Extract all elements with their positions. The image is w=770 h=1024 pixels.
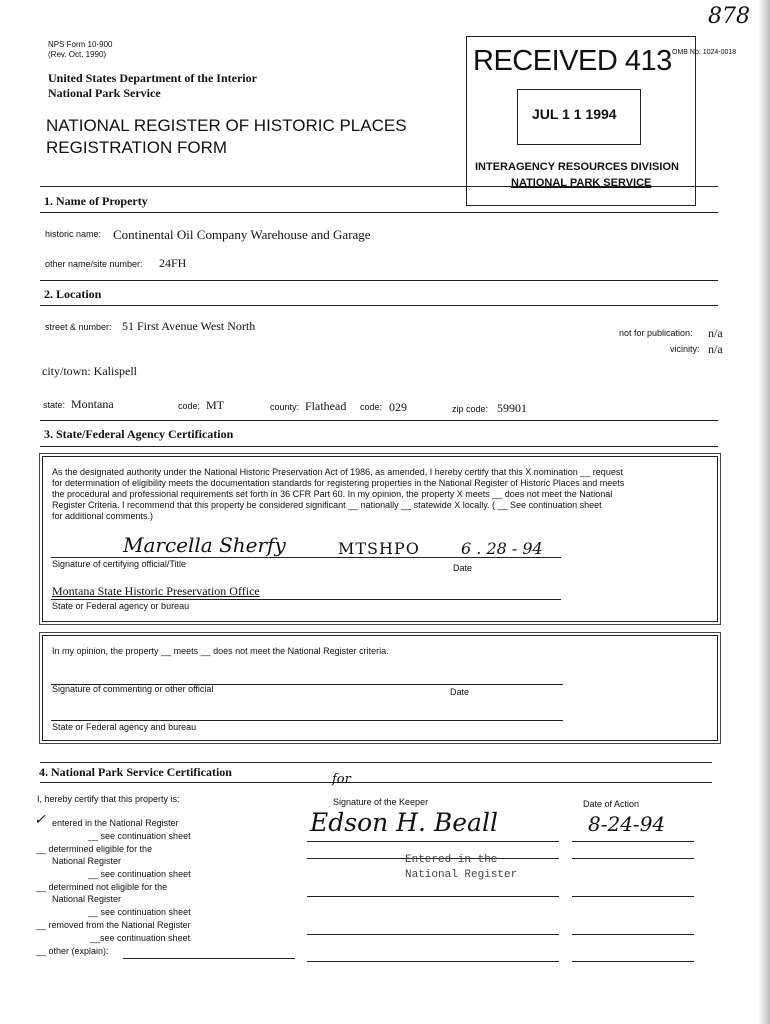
form-title-line2: REGISTRATION FORM: [46, 138, 228, 157]
city-town: city/town: Kalispell: [42, 364, 137, 378]
section1-heading: 1. Name of Property: [44, 194, 148, 208]
county-code-value: 029: [389, 400, 407, 414]
agency-line: [51, 720, 563, 721]
zip-label: zip code:: [452, 404, 489, 414]
keeper-signature: Edson H. Beall: [310, 808, 498, 837]
county-code-label: code:: [360, 402, 383, 412]
stamp-date-box: [517, 89, 641, 145]
signature-line: [51, 557, 561, 558]
check-mark-icon: ✓: [34, 812, 46, 828]
stamp-service: NATIONAL PARK SERVICE: [511, 177, 652, 189]
department: United States Department of the Interior: [48, 71, 257, 85]
other-name-value: 24FH: [159, 256, 187, 270]
keeper-signature-label: Signature of the Keeper: [333, 797, 429, 807]
omb-number: OMB No. 1024-0018: [672, 49, 737, 56]
keeper-signature-line: [307, 841, 559, 842]
opinion-text: In my opinion, the property __ meets __ does not meet the National Register criteria.: [52, 646, 389, 656]
certifying-date-handwritten: 6 . 28 - 94: [461, 539, 543, 558]
certifying-signature: Marcella Sherfy: [123, 533, 286, 557]
zip-value: 59901: [497, 401, 527, 415]
option-eligible-continuation: __ see continuation sheet: [88, 869, 191, 879]
entered-stamp-line1: Entered in the: [405, 854, 498, 866]
county-value: Flathead: [305, 399, 347, 413]
option-removed-continuation: __see continuation sheet: [90, 933, 191, 943]
section2-heading: 2. Location: [44, 287, 102, 301]
agency-name: Montana State Historic Preservation Office: [52, 584, 260, 598]
not-for-publication-value: n/a: [708, 326, 723, 340]
divider: [40, 782, 712, 783]
option-removed: __ removed from the National Register: [36, 920, 191, 930]
divider: [40, 212, 718, 213]
divider: [40, 446, 718, 447]
state-certification-box: [42, 456, 718, 622]
received-text: RECEIVED 413: [473, 45, 672, 77]
certification-line-5: for additional comments.): [52, 511, 154, 521]
certifying-signature-label: Signature of certifying official/Title: [52, 559, 187, 569]
divider: [40, 762, 712, 763]
certification-line-3: the procedural and professional requirements set forth in 36 CFR Part 60. In my opinion, the property X meets __ does not meet the National: [52, 489, 613, 499]
option-entered-continuation: __ see continuation sheet: [88, 831, 191, 841]
state-code-label: code:: [178, 401, 201, 411]
street-label: street & number:: [45, 322, 112, 332]
agency-label: State or Federal agency or bureau: [52, 601, 190, 611]
historic-name-label: historic name:: [45, 229, 102, 239]
option-eligible-line2: National Register: [52, 856, 122, 866]
action-date-line: [572, 961, 694, 962]
certifying-date-label: Date: [453, 563, 473, 573]
divider: [40, 186, 718, 187]
street-value: 51 First Avenue West North: [122, 319, 256, 333]
action-date-line: [572, 934, 694, 935]
entered-stamp-line2: National Register: [405, 869, 518, 881]
page-edge-shadow: [758, 0, 770, 1024]
vicinity-value: n/a: [708, 342, 723, 356]
certification-line-2: for determination of eligibility meets the documentation standards for registering properties in the National Register of Historic Places and meets: [52, 478, 625, 488]
commenting-date-label: Date: [450, 687, 470, 697]
option-entered: entered in the National Register: [52, 818, 179, 828]
date-of-action-value: 8-24-94: [588, 812, 666, 836]
other-explain-line: [123, 958, 295, 959]
agency-line: [51, 599, 561, 600]
handwritten-page-number: 878: [708, 4, 750, 29]
option-eligible: __ determined eligible for the: [36, 844, 153, 854]
commenting-signature-label: Signature of commenting or other official: [52, 684, 214, 694]
not-for-publication-label: not for publication:: [619, 328, 693, 338]
other-name-label: other name/site number:: [45, 259, 143, 269]
section3-heading: 3. State/Federal Agency Certification: [44, 427, 234, 441]
state-label: state:: [43, 400, 66, 410]
option-other: __ other (explain):: [36, 946, 109, 956]
divider: [40, 305, 718, 306]
keeper-for-note: for: [332, 772, 351, 787]
state-value: Montana: [71, 397, 114, 411]
action-date-line: [572, 858, 694, 859]
form-number: NPS Form 10-900: [48, 40, 113, 49]
stamp-division: INTERAGENCY RESOURCES DIVISION: [475, 161, 679, 173]
commenting-official-box: [42, 635, 718, 741]
date-of-action-label: Date of Action: [583, 799, 640, 809]
action-date-line: [572, 841, 694, 842]
divider: [40, 280, 718, 281]
agency-service: National Park Service: [48, 86, 161, 100]
certification-line-1: As the designated authority under the National Historic Preservation Act of 1986, as amended, I hereby certify that this X nomination __ request: [52, 467, 623, 477]
stamp-date: JUL 1 1 1994: [532, 106, 617, 122]
option-not-eligible-line2: National Register: [52, 894, 122, 904]
historic-name-value: Continental Oil Company Warehouse and Garage: [113, 227, 371, 242]
keeper-signature-line: [307, 961, 559, 962]
received-stamp: [466, 36, 696, 206]
form-title-line1: NATIONAL REGISTER OF HISTORIC PLACES: [46, 116, 407, 135]
state-code-value: MT: [206, 398, 224, 412]
certification-line-4: Register Criteria. I recommend that this property be considered significant __ nationally __ statewide X locally. ( __ See continuation sheet: [52, 500, 602, 510]
keeper-signature-line: [307, 934, 559, 935]
form-revision: (Rev. Oct. 1990): [48, 50, 107, 59]
divider: [40, 420, 718, 421]
action-date-line: [572, 896, 694, 897]
keeper-signature-line: [307, 896, 559, 897]
vicinity-label: vicinity:: [670, 344, 700, 354]
county-label: county:: [270, 402, 300, 412]
certifying-title-handwritten: MTSHPO: [338, 539, 420, 558]
option-not-eligible-continuation: __ see continuation sheet: [88, 907, 191, 917]
nps-cert-intro: I, hereby certify that this property is:: [37, 794, 180, 804]
option-not-eligible: __ determined not eligible for the: [36, 882, 168, 892]
commenting-agency-label: State or Federal agency and bureau: [52, 722, 197, 732]
section4-heading: 4. National Park Service Certification: [39, 765, 232, 779]
